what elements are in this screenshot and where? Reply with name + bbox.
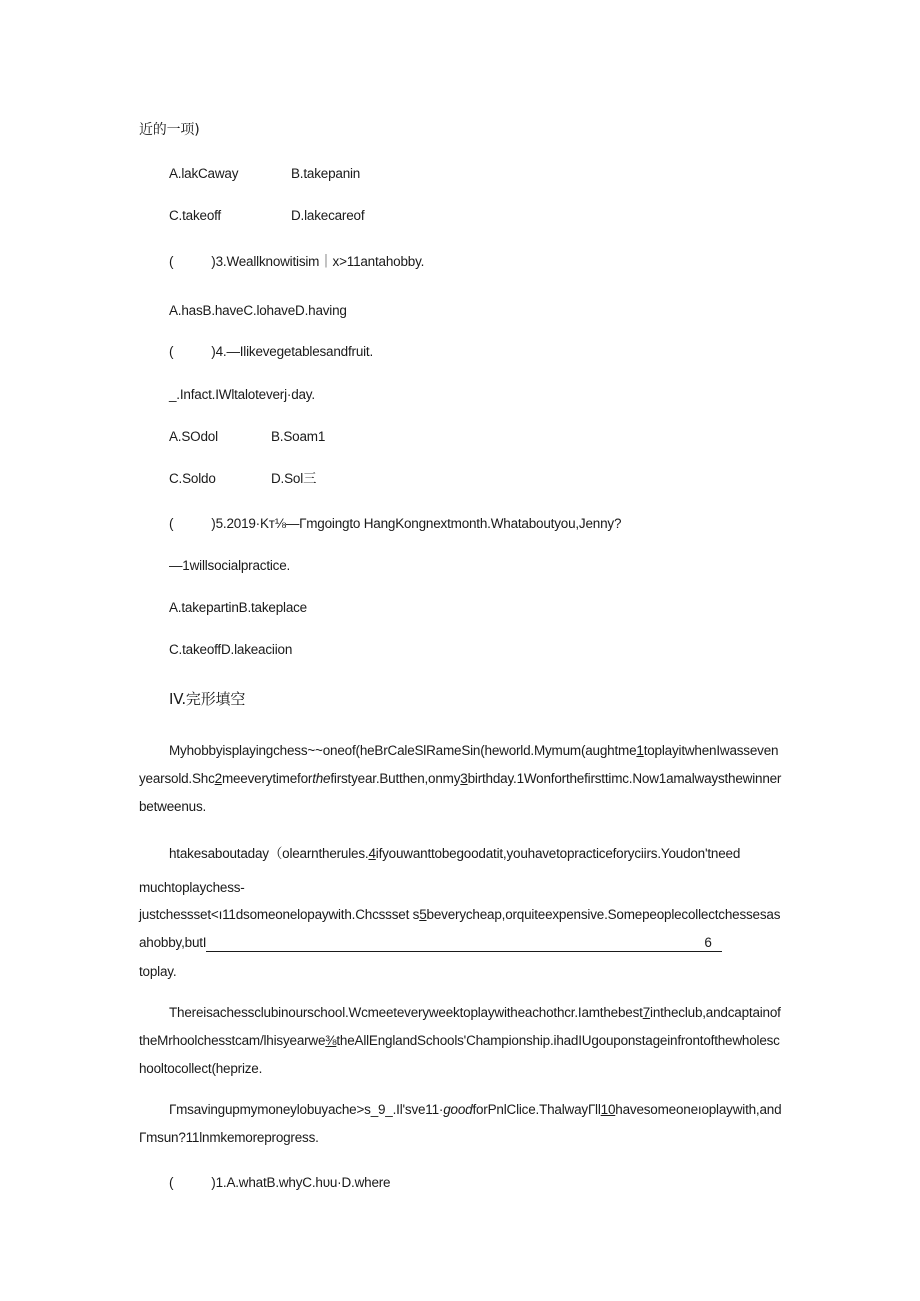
blank-2: 2 (214, 771, 222, 786)
q3-question (169, 253, 424, 271)
passage-paragraph-3 (139, 999, 784, 1083)
q3-paren-close: ) (211, 254, 216, 269)
q4-option-c: C.Soldo (169, 471, 216, 486)
q3-options: A.hasB.haveC.lohaveD.having (169, 303, 347, 318)
q4-reply: _.Infact.IWltaloteverj·day. (169, 387, 315, 402)
q2-option-c: C.takeoff (169, 208, 221, 223)
p1-text-c: meeverytimefor (221, 771, 313, 786)
p4-text-b: forPnlClice.ThalwayГll (472, 1102, 601, 1117)
p4-text-a: Гmsavingupmymoneylobuyache>s_9_.Il'sve11· (169, 1102, 444, 1117)
q5-question (169, 515, 621, 533)
q5-options-ab: A.takepartinB.takeplace (169, 600, 307, 615)
p4-text-c: havesomeoneıoplaywith,andГmsun?11lnmkemoreprogress. (139, 1102, 782, 1145)
blank-10: 10 (600, 1102, 616, 1117)
q4-option-b: B.Soam1 (271, 429, 326, 444)
p2-text-a: htakesaboutaday（olearntherules. (169, 846, 369, 861)
q4-paren-open: ( (169, 344, 174, 359)
p3-text-a: Thereisachessclubinourschool.Wcmeeteveryweektoplaywitheachothcr.Iamthebest (169, 1005, 643, 1020)
q4-option-a: A.SOdol (169, 429, 218, 444)
p1-text-a: Myhobbyisplayingchess~~oneof(heBrCaleSlRameSin(heworld.Mymum(aughtme (169, 743, 637, 758)
p1-text-b: toplayitwhenIwassevenyearsold.Shc (139, 743, 779, 786)
blank-5: 5 (419, 907, 427, 922)
cloze-q1-paren-close: ) (211, 1175, 216, 1190)
q3-stem: 3.Weallknowitisim｜x>11antahobby. (215, 254, 425, 269)
p2-text-e: beverycheap,orquiteexpensive.Somepeoplecollectchessesasahobby,butI (139, 907, 781, 950)
p2-text-b: ifyouwanttobegoodatit,youhavetopracticeforyciirs.Youdon'tneed (375, 846, 741, 861)
q3-paren-open: ( (169, 254, 174, 269)
p3-text-c: theAllEnglandSchools'Championship.ihadIUgouponstageinfrontofthewholeschooltocollect(heprize. (139, 1033, 780, 1076)
passage-paragraph-2-line-2: muchtoplaychess- (139, 880, 245, 895)
blank-6 (206, 935, 722, 952)
blank-4: 4 (368, 846, 376, 861)
q4-option-d: D.Sol三 (271, 471, 317, 486)
passage-paragraph-4 (139, 1096, 784, 1152)
q2-option-a: A.lakCaway (169, 166, 239, 181)
passage-paragraph-2-line-1 (169, 845, 740, 863)
q5-paren-open: ( (169, 516, 174, 531)
q5-options-cd: C.takeoffD.lakeaciion (169, 642, 293, 657)
p1-text-e: birthday.1Wonforthefirsttimc.Now1amalwaysthewinnerbetweenus. (139, 771, 782, 814)
p1-text-d: firstyear.Butthen,onmy (330, 771, 461, 786)
passage-paragraph-2-line-3 (139, 901, 784, 957)
p1-italic: the (312, 771, 331, 786)
q5-paren-close: ) (211, 516, 216, 531)
blank-7: 7 (642, 1005, 651, 1020)
section-title-cloze: IV.完形填空 (169, 690, 246, 708)
q2-option-b: B.takepanin (291, 166, 361, 181)
q4-stem: 4.—Ilikevegetablesandfruit. (215, 344, 374, 359)
cloze-q1-stem: 1.A.whatB.whyC.hυu·D.where (215, 1175, 391, 1190)
blank-8: ⅜ (325, 1033, 337, 1048)
passage-paragraph-2-line-4: toplay. (139, 964, 177, 979)
q5-stem: 5.2019·Kт⅛—Гmgoingto HangKongnextmonth.Whataboutyou,Jenny? (215, 516, 622, 531)
p2-text-d: justchessset<ı11dsomeonelopaywith.Chcssset s (139, 907, 420, 922)
p3-text-b: intheclub,andcaptainoftheMrhoolchesstcam/lhisyearwe (139, 1005, 781, 1048)
passage-paragraph-1 (139, 737, 784, 821)
p4-italic: good (443, 1102, 473, 1117)
q4-paren-close: ) (211, 344, 216, 359)
cloze-q1-paren-open: ( (169, 1175, 174, 1190)
q5-reply: —1willsocialpractice. (169, 558, 291, 573)
q4-question (169, 343, 373, 361)
header-fragment: 近的一项) (139, 122, 200, 138)
q2-option-d: D.lakecareof (291, 208, 365, 223)
blank-1: 1 (636, 743, 644, 758)
blank-6-number: 6 (704, 935, 712, 950)
cloze-q1 (169, 1174, 390, 1192)
blank-3: 3 (460, 771, 468, 786)
